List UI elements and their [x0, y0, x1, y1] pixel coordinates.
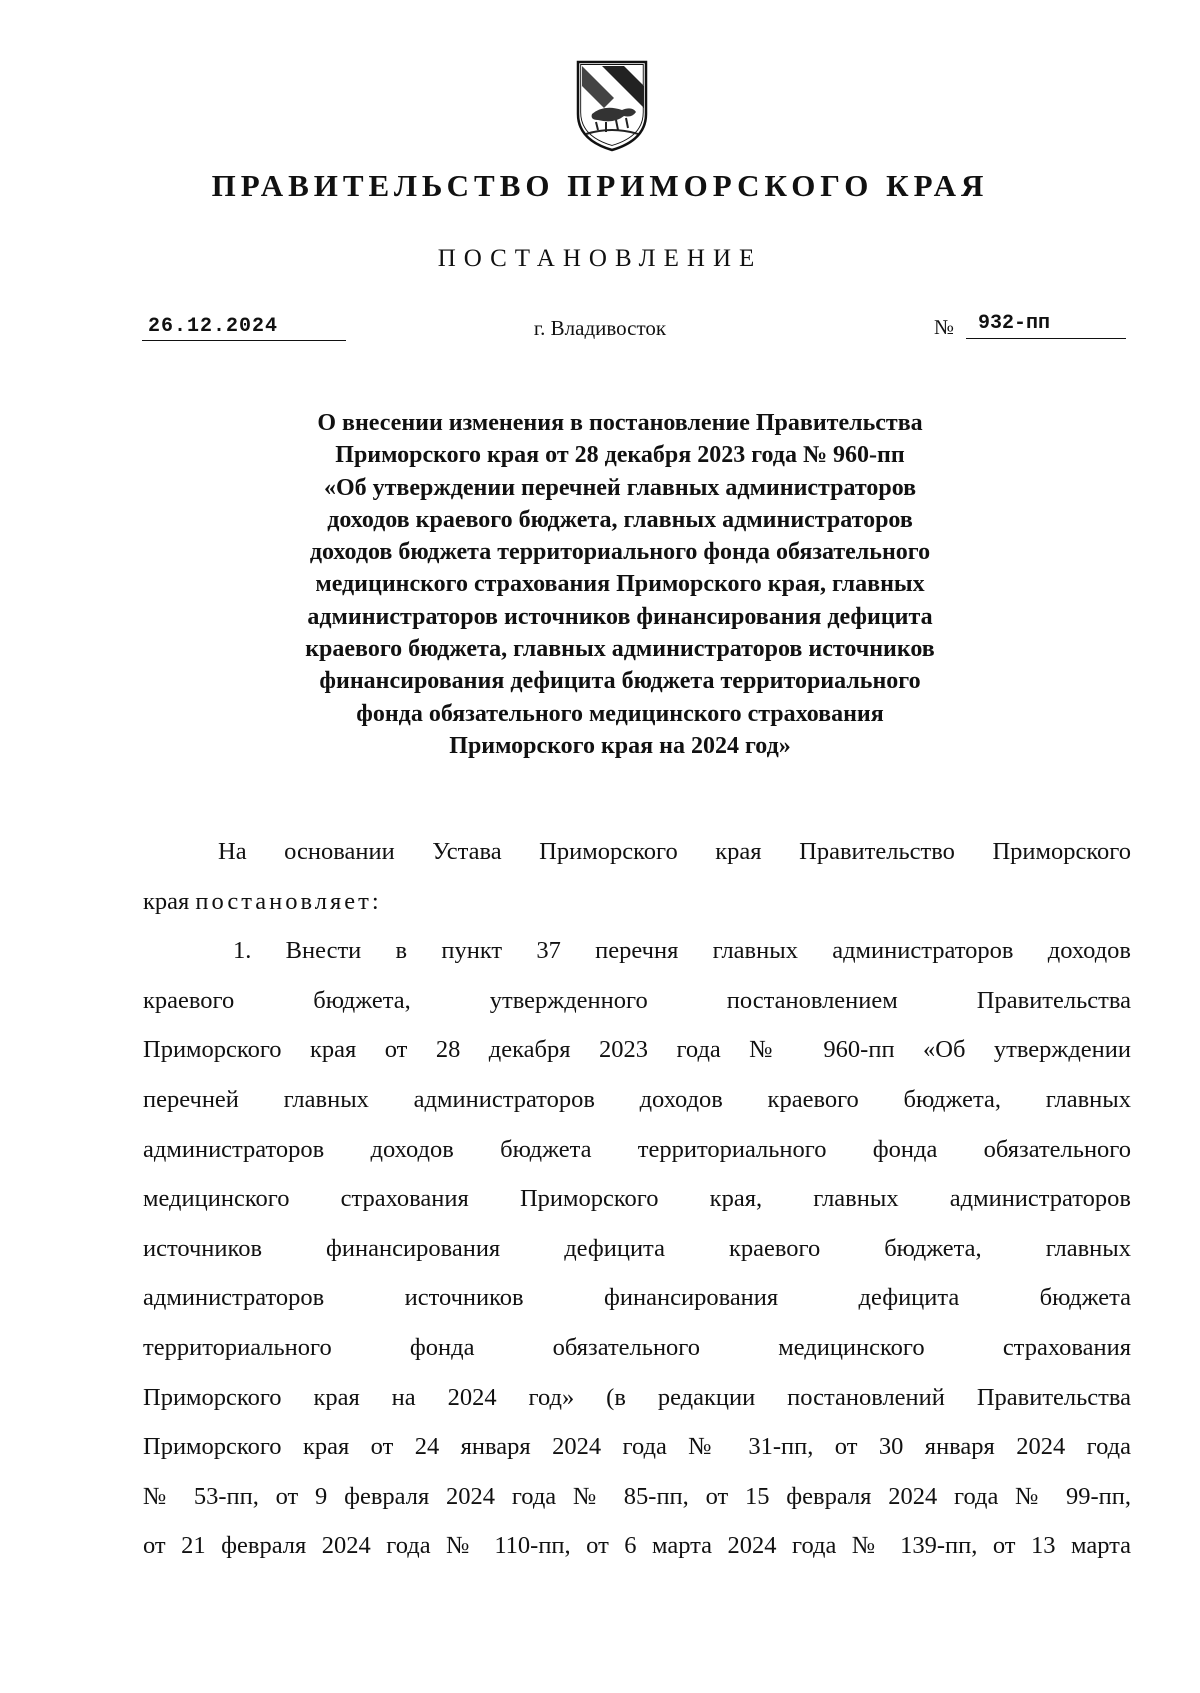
heading-line: финансирования дефицита бюджета территориального: [319, 668, 921, 695]
heading-line: администраторов источников финансирования дефицита: [307, 603, 933, 630]
heading-line: доходов бюджета территориального фонда обязательного: [309, 539, 931, 566]
preamble-resolves: постановляет:: [195, 887, 382, 915]
document-number: 932-пп: [966, 310, 1126, 339]
coat-of-arms-icon: [574, 56, 650, 154]
document-type: ПОСТАНОВЛЕНИЕ: [437, 245, 763, 272]
organization-title: ПРАВИТЕЛЬСТВО ПРИМОРСКОГО КРАЯ: [211, 168, 989, 203]
heading-line: доходов краевого бюджета, главных администраторов: [327, 506, 913, 533]
heading-line: О внесении изменения в постановление Правительства: [317, 410, 923, 436]
number-label: №: [934, 315, 955, 339]
body-line: Приморского края от 28 декабря 2023 года № 960-пп «Об утверждении: [143, 1036, 1131, 1064]
document-date: 26.12.2024: [142, 314, 346, 341]
body-line: территориального фонда обязательного медицинского страхования: [143, 1333, 1131, 1361]
heading-line: фонда обязательного медицинского страхования: [356, 700, 884, 727]
body-line: Приморского края на 2024 год» (в редакции постановлений Правительства: [143, 1383, 1131, 1411]
heading-line: краевого бюджета, главных администраторов источников: [305, 636, 935, 663]
body-line: краевого бюджета, утвержденного постановлением Правительства: [143, 986, 1131, 1014]
heading-line: «Об утверждении перечней главных администраторов: [323, 474, 917, 501]
heading-line: Приморского края от 28 декабря 2023 года № 960-пп: [335, 442, 905, 469]
heading-line: медицинского страхования Приморского края, главных: [315, 571, 925, 598]
document-city: г. Владивосток: [533, 316, 667, 340]
preamble-text: края: [143, 887, 196, 915]
document-heading: [140, 407, 1100, 762]
document-body: [143, 838, 1131, 1582]
heading-line: Приморского края на 2024 год»: [449, 732, 791, 759]
body-line: администраторов источников финансирования дефицита бюджета: [143, 1284, 1131, 1312]
body-line: № 53-пп, от 9 февраля 2024 года № 85-пп, от 15 февраля 2024 года № 99-пп,: [143, 1482, 1131, 1510]
body-line: Приморского края от 24 января 2024 года № 31-пп, от 30 января 2024 года: [143, 1433, 1131, 1461]
body-line: администраторов доходов бюджета территориального фонда обязательного: [143, 1135, 1131, 1163]
body-line: перечней главных администраторов доходов краевого бюджета, главных: [143, 1085, 1131, 1113]
body-line: медицинского страхования Приморского края, главных администраторов: [143, 1185, 1131, 1213]
body-line: источников финансирования дефицита краевого бюджета, главных: [143, 1234, 1131, 1262]
body-line: 1. Внести в пункт 37 перечня главных администраторов доходов: [233, 937, 1131, 965]
preamble-line: На основании Устава Приморского края Правительство Приморского: [218, 838, 1131, 865]
body-line: от 21 февраля 2024 года № 110-пп, от 6 марта 2024 года № 139-пп, от 13 марта: [143, 1532, 1131, 1560]
preamble-line: [143, 888, 1131, 938]
